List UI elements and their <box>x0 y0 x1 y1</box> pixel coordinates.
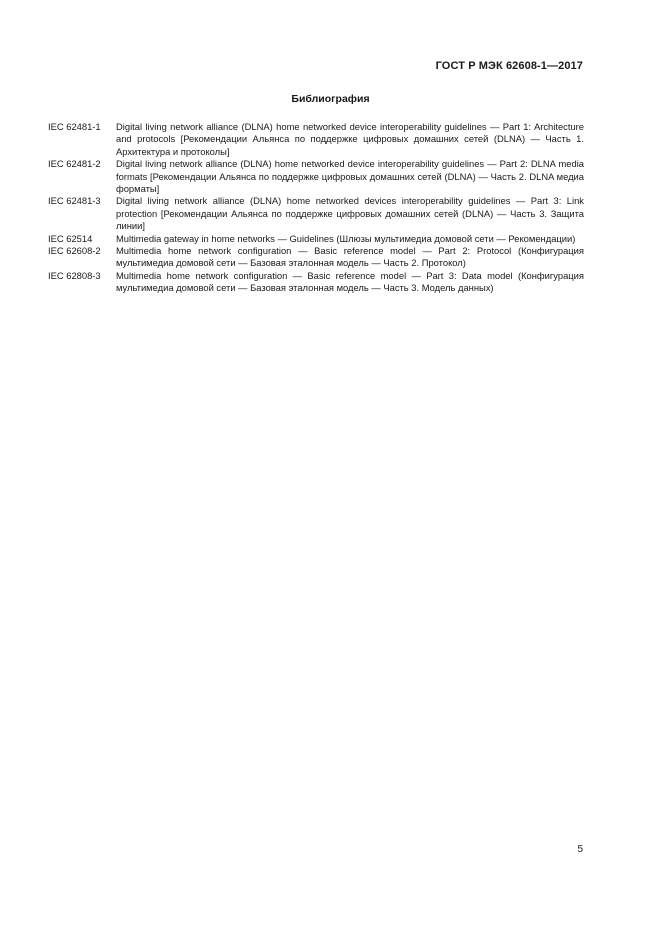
reference-text: Multimedia home network configuration — Basic reference model — Part 2: Protocol (Конфигурация мультимедиа домовой сети — Базовая эталонная модель — Часть 2. Протокол) <box>116 245 584 269</box>
bibliography-entry <box>48 121 584 158</box>
reference-code: IEC 62808-3 <box>48 269 101 281</box>
reference-code: IEC 62514 <box>48 232 93 244</box>
reference-code: IEC 62481-1 <box>48 121 101 132</box>
reference-text: Multimedia gateway in home networks — Guidelines (Шлюзы мультимедиа домовой сети — Рекомендации) <box>116 232 576 244</box>
bibliography-entry <box>48 245 584 270</box>
standard-id-header: ГОСТ Р МЭК 62608-1—2017 <box>435 60 583 72</box>
reference-code: IEC 62481-3 <box>48 195 101 207</box>
bibliography-entry <box>48 233 584 245</box>
bibliography-entry <box>48 270 584 295</box>
reference-code: IEC 62481-2 <box>48 158 101 170</box>
bibliography-entry <box>48 195 584 232</box>
reference-text: Digital living network alliance (DLNA) home networked device interoperability guidelines — Part 1: Architecture and protocols [Рекомендации Альянса по поддержке цифровых домашних сетей (DLNA) — Часть 1. Архитектура и протоколы] <box>116 121 584 157</box>
reference-text: Digital living network alliance (DLNA) home networked devices interoperability guidelines — Part 3: Link protection [Рекомендации Альянса по поддержке цифровых домашних сетей (DLNA) — Часть 3. Защита линии] <box>116 195 584 232</box>
bibliography-list <box>48 121 584 295</box>
reference-text: Digital living network alliance (DLNA) home networked device interoperability guidelines — Part 2: DLNA media formats [Рекомендации Альянса по поддержке цифровых домашних сетей (DLNA) — Часть 2. DLNA медиа форматы] <box>116 158 584 195</box>
page-number: 5 <box>577 844 583 855</box>
reference-text: Multimedia home network configuration — Basic reference model — Part 3: Data model (Конфигурация мультимедиа домовой сети — Базовая эталонная модель — Часть 3. Модель данных) <box>116 269 584 294</box>
reference-code: IEC 62608-2 <box>48 245 101 257</box>
bibliography-entry <box>48 158 584 195</box>
bibliography-title: Библиография <box>291 93 370 105</box>
